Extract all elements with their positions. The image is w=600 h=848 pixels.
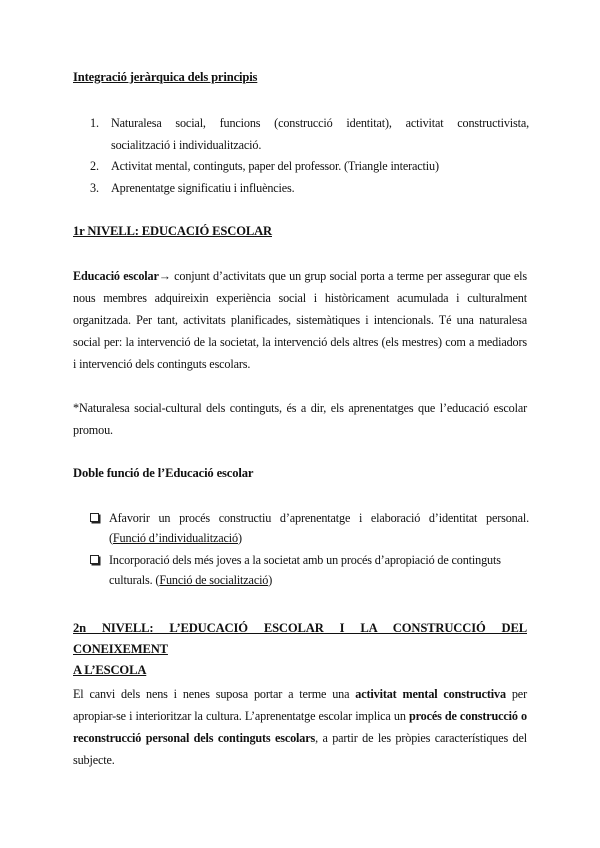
function-label: Funció de socialització xyxy=(159,573,269,587)
function-label: Funció d’individualització xyxy=(112,531,238,545)
page-title: Integració jeràrquica dels principis xyxy=(73,70,258,84)
list-item: Afavorir un procés constructiu d’aprenentatge i elaboració d’identitat personal. (Funció d’individualització) xyxy=(73,508,529,548)
heading-line: 2n NIVELL: L’EDUCACIÓ ESCOLAR I LA CONSTRUCCIÓ DEL CONEIXEMENT xyxy=(73,621,527,656)
principles-list xyxy=(73,113,529,199)
subheading-functions: Doble funció de l’Educació escolar xyxy=(73,466,254,480)
functions-list xyxy=(73,508,529,592)
list-item-text: socialització i individualització. xyxy=(111,137,262,152)
arrow-icon: → xyxy=(158,269,171,283)
definition-paragraph xyxy=(73,265,527,375)
list-item-text: Activitat mental, continguts, paper del professor. (Triangle interactiu) xyxy=(111,159,439,173)
heading-line: A L’ESCOLA xyxy=(73,663,147,677)
list-item-text: Aprenentatge significatiu i influències. xyxy=(111,180,295,195)
list-number: 2. xyxy=(90,159,99,173)
list-item xyxy=(73,178,529,200)
list-item xyxy=(73,156,529,178)
section-heading-level2 xyxy=(73,618,527,681)
paragraph-text: El canvi dels nens i nenes suposa portar a terme una xyxy=(73,687,356,701)
definition-text: conjunt d’activitats que un grup social porta a terme per assegurar que els nous membres adquireixin experiència social i històricament acumulada i culturalment organitzada. Per tant, activitats planificades, sistemàtiques i intencionals. Té una naturalesa social per: la intervenció de la societat, la intervenció dels altres (els mestres) com a mediadors i intervenció dels continguts escolars. xyxy=(73,269,527,371)
bold-phrase: procés de construcció o reconstrucció personal dels continguts escolars xyxy=(73,709,527,745)
level2-paragraph xyxy=(73,683,527,771)
list-item xyxy=(73,113,529,156)
section-heading-level1: 1r NIVELL: EDUCACIÓ ESCOLAR xyxy=(73,224,272,238)
bold-phrase: activitat mental constructiva xyxy=(355,687,506,701)
paragraph-text: , a partir de les pròpies característiques del subjecte. xyxy=(73,731,527,767)
paragraph-text: per apropiar-se i interioritzar la cultura. L’aprenentatge escolar implica un xyxy=(73,687,527,723)
term-bold: Educació escolar xyxy=(73,269,159,283)
list-item: Incorporació dels més joves a la societat amb un procés d’apropiació de continguts culturals. (Funció de socialització) xyxy=(73,550,529,590)
list-number: 3. xyxy=(90,180,99,195)
function-text: Afavorir un procés constructiu d’aprenentatge i elaboració d’identitat personal. xyxy=(109,511,529,525)
function-text: Incorporació dels més joves a la societat amb un procés d’apropiació de continguts culturals. xyxy=(109,553,501,587)
note-paragraph: *Naturalesa social-cultural dels continguts, és a dir, els aprenentatges que l’educació escolar promou. xyxy=(73,401,527,437)
list-item-text: Naturalesa social, funcions (construcció identitat), activitat constructivista, xyxy=(111,116,529,130)
checkbox-bullet-icon xyxy=(90,555,99,564)
list-number: 1. xyxy=(90,116,99,130)
checkbox-bullet-icon xyxy=(90,513,99,522)
